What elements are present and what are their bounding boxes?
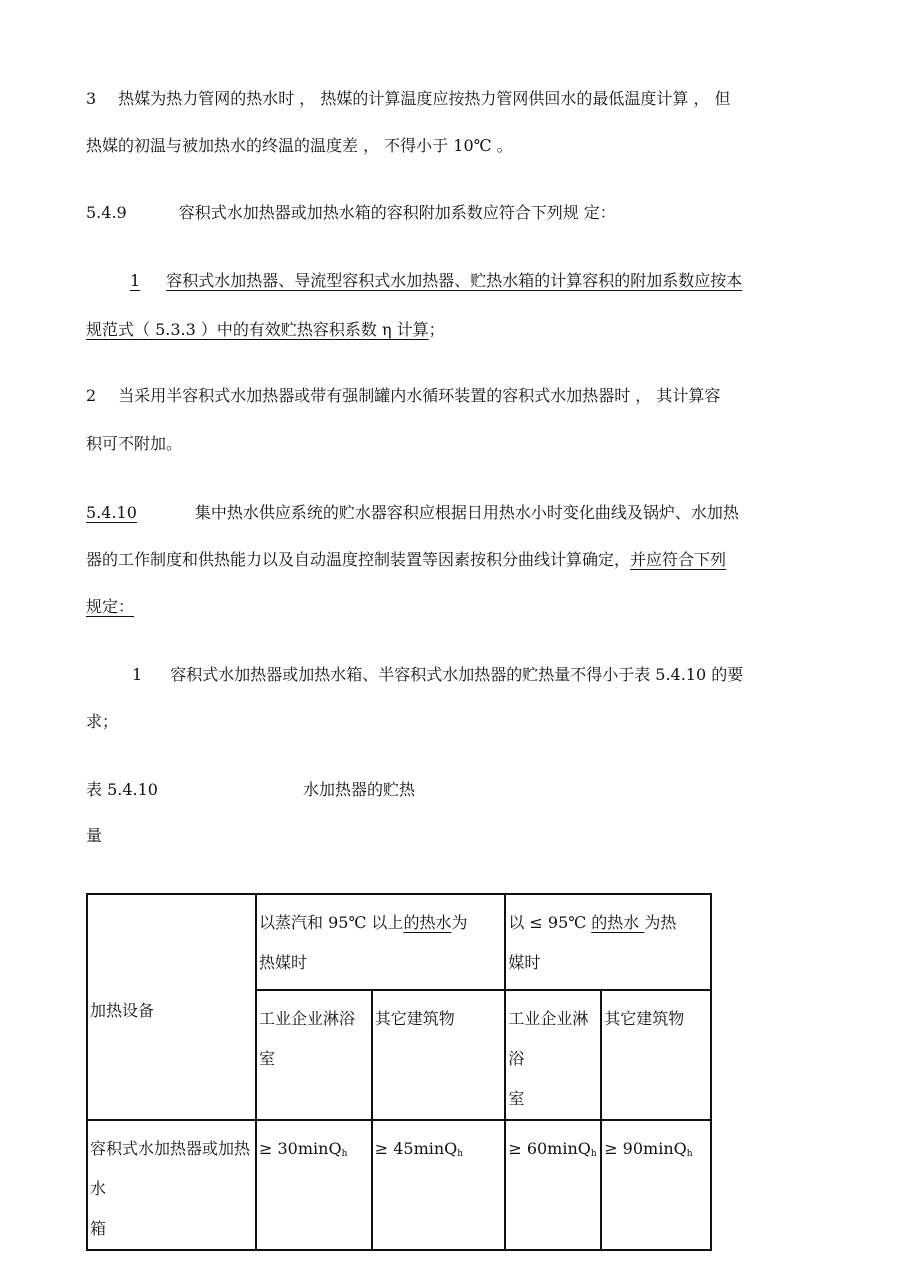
heat-storage-table: [86, 893, 712, 1251]
table-row: [87, 1120, 711, 1250]
section-5-4-10-line2: [86, 550, 726, 570]
item-1-line2: [86, 320, 445, 340]
table-caption-wrap: [86, 826, 102, 846]
section-5-4-10-line1: [86, 503, 739, 523]
table-title: 水加热器的贮热: [302, 780, 415, 799]
section-number: 5.4.9: [86, 203, 127, 222]
para-heat-medium-line2: [86, 136, 513, 156]
item-number: 3: [86, 89, 97, 108]
subheader-industrial-shower-2: 工业企业淋浴 室: [505, 990, 601, 1120]
row-value-1: ≥ 30minQ$_h$: [256, 1120, 372, 1250]
item-number: 1: [130, 271, 141, 290]
item-punct: ；: [428, 320, 445, 339]
item-number: 2: [86, 386, 97, 405]
section-5-4-9: [86, 203, 616, 223]
table-title: 量: [86, 826, 103, 845]
subheader-other-buildings-1: 其它建筑物: [372, 990, 506, 1120]
table-label: 表 5.4.10: [86, 780, 158, 799]
item-text: 容积式水加热器、导流型容积式水加热器、贮热水箱的计算容积的附加系数应按本: [166, 271, 743, 290]
paragraph-text: 热媒的初温与被加热水的终温的温度差 ， 不得小于 10℃ 。: [86, 136, 513, 155]
item-number: 1: [132, 665, 143, 684]
section-text: 规定：: [86, 597, 135, 616]
row-value-3: ≥ 60minQ$_h$: [505, 1120, 601, 1250]
section-5-4-10-line3: [86, 597, 134, 617]
item-text: 积可不附加。: [86, 434, 183, 453]
row-device: 容积式水加热器或加热水 箱: [87, 1120, 256, 1250]
item-text: 当采用半容积式水加热器或带有强制罐内水循环装置的容积式水加热器时 ， 其计算容: [118, 386, 721, 405]
section-text: 器的工作制度和供热能力以及自动温度控制装置等因素按积分曲线计算确定，: [86, 550, 631, 569]
section-text: 集中热水供应系统的贮水器容积应根据日用热水小时变化曲线及锅炉、水加热: [194, 503, 739, 522]
sub-item-1-line1: [132, 665, 743, 685]
item-2-line2: [86, 434, 182, 454]
table-header-row: [87, 894, 711, 990]
section-text: 容积式水加热器或加热水箱的容积附加系数应符合下列规 定：: [178, 203, 616, 222]
section-number: 5.4.10: [86, 503, 137, 522]
item-text: 容积式水加热器或加热水箱、半容积式水加热器的贮热量不得小于表 5.4.10 的要: [170, 665, 744, 684]
section-text-underlined: 并应符合下列: [630, 550, 727, 569]
header-heating-device: 加热设备: [87, 894, 256, 1120]
sub-item-1-line2: [86, 712, 118, 732]
row-value-2: ≥ 45minQ$_h$: [372, 1120, 506, 1250]
item-text: 规范式（ 5.3.3 ）中的有效贮热容积系数 η 计算: [86, 320, 429, 339]
header-steam-group: 以蒸汽和 95℃ 以上的热水为 热媒时: [256, 894, 505, 990]
header-hot-water-group: 以 ≤ 95℃ 的热水 为热 媒时: [505, 894, 711, 990]
item-text: 求；: [86, 712, 119, 731]
subheader-industrial-shower-1: 工业企业淋浴室: [256, 990, 372, 1120]
subheader-other-buildings-2: 其它建筑物: [601, 990, 711, 1120]
para-heat-medium-line1: [86, 89, 731, 109]
item-1-line1: [130, 271, 742, 291]
row-value-4: ≥ 90minQ$_h$: [601, 1120, 711, 1250]
paragraph-text: 热媒为热力管网的热水时 ， 热媒的计算温度应按热力管网供回水的最低温度计算 ， 但: [118, 89, 731, 108]
table-caption: [86, 780, 415, 800]
item-2-line1: [86, 386, 720, 406]
